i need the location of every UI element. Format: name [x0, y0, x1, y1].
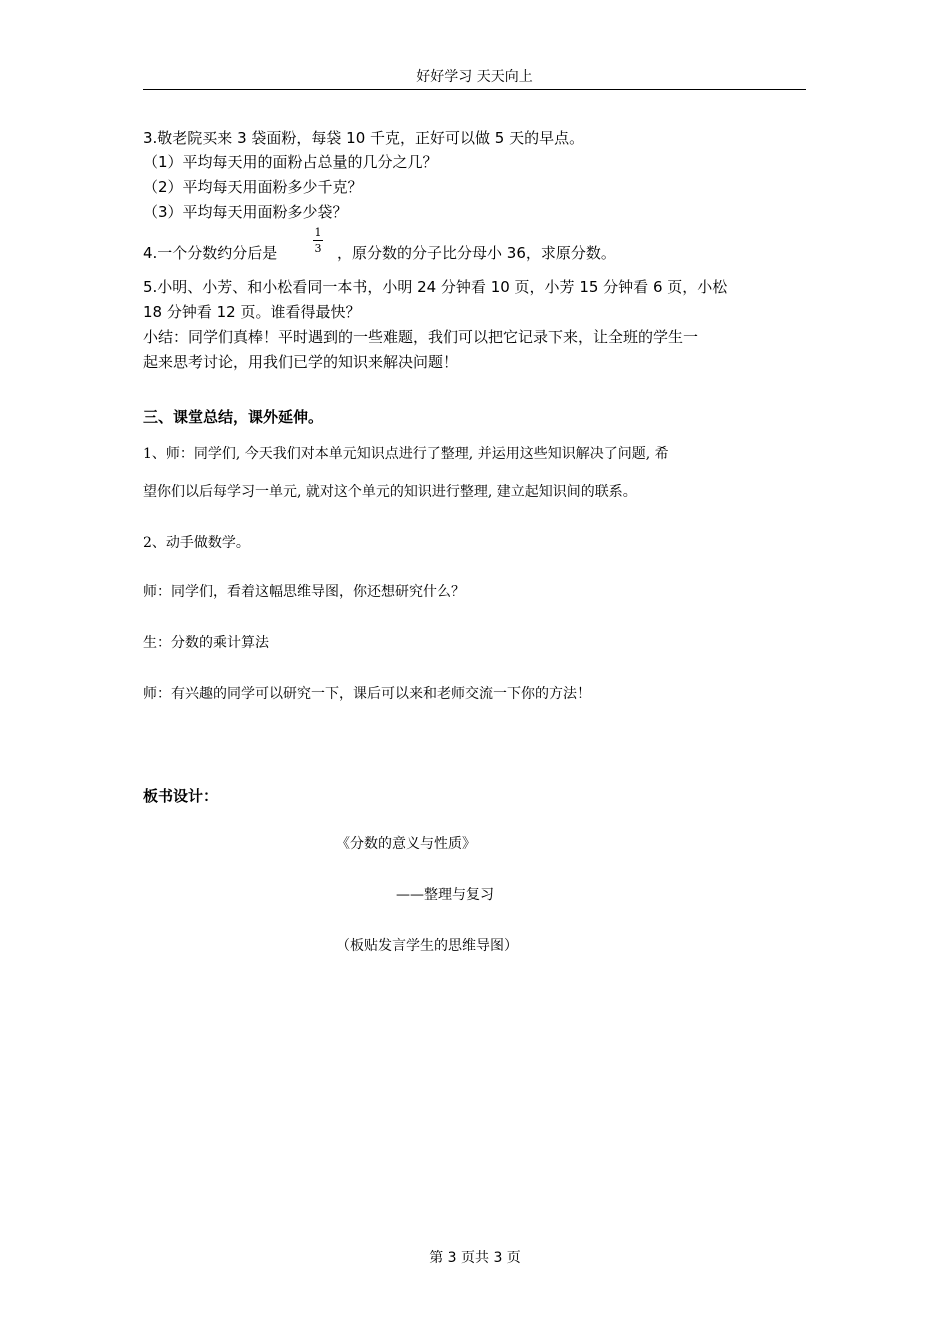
- summary-line-2: 起来思考讨论，用我们已学的知识来解决问题！: [143, 353, 459, 371]
- summary-line-1: 小结：同学们真棒！平时遇到的一些难题，我们可以把它记录下来，让全班的学生一: [143, 328, 699, 346]
- teacher-closing: 师：有兴趣的同学可以研究一下，课后可以来和老师交流一下你的方法！: [143, 686, 591, 702]
- problem-4-after: ，原分数的分子比分母小 36，求原分数。: [337, 244, 616, 262]
- problem-3-question-2: （2）平均每天用面粉多少千克？: [143, 178, 363, 196]
- board-line-1: 《分数的意义与性质》: [336, 836, 476, 852]
- section-3-item-1-line-2: 望你们以后每学习一单元, 就对这个单元的知识进行整理, 建立起知识间的联系。: [143, 484, 637, 500]
- problem-3-question-3: （3）平均每天用面粉多少袋？: [143, 203, 348, 221]
- fraction-denominator: 3: [314, 242, 322, 255]
- problem-5-line-1: 5.小明、小芳、和小松看同一本书，小明 24 分钟看 10 页，小芳 15 分钟看 6 页，小松: [143, 278, 728, 296]
- teacher-question: 师：同学们，看着这幅思维导图，你还想研究什么？: [143, 584, 465, 600]
- problem-5-line-2: 18 分钟看 12 页。谁看得最快？: [143, 303, 361, 321]
- page-header: 好好学习 天天向上: [416, 69, 533, 85]
- board-design-title: 板书设计：: [143, 787, 219, 805]
- fraction-numerator: 1: [314, 226, 322, 239]
- board-line-3: （板贴发言学生的思维导图）: [336, 938, 518, 954]
- problem-3-stem: 3.敬老院买来 3 袋面粉，每袋 10 千克，正好可以做 5 天的早点。: [143, 129, 585, 147]
- problem-4-before: 4.一个分数约分后是: [143, 244, 278, 262]
- page-footer: 第 3 页共 3 页: [429, 1250, 521, 1266]
- section-3-item-1-line-1: 1、师：同学们, 今天我们对本单元知识点进行了整理, 并运用这些知识解决了问题, 希: [143, 446, 669, 462]
- board-line-2: ——整理与复习: [396, 887, 494, 903]
- fraction-one-third: [311, 226, 325, 255]
- section-3-title: 三、课堂总结，课外延伸。: [143, 408, 324, 426]
- fraction-bar: [313, 240, 323, 241]
- student-answer: 生：分数的乘计算法: [143, 635, 269, 651]
- problem-3-question-1: （1）平均每天用的面粉占总量的几分之几？: [143, 153, 438, 171]
- header-rule: [143, 89, 806, 90]
- section-3-item-2: 2、动手做数学。: [143, 535, 250, 551]
